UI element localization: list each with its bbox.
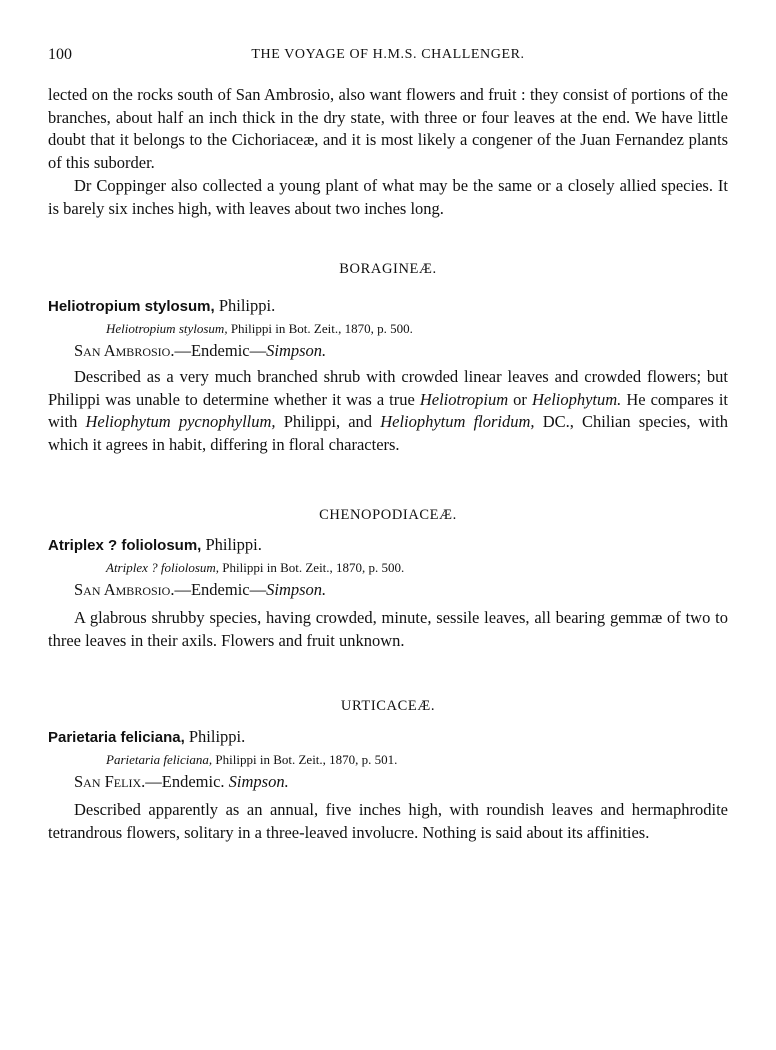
description-taxon: Heliophytum floridum, <box>380 412 535 432</box>
citation-name: Parietaria feliciana, <box>106 752 213 767</box>
species-description: Described apparently as an annual, five inches high, with roundish leaves and hermaphrodite tetrandrous flowers, solitary in a three-leaved involucre. Nothing is said about its affinities. <box>48 800 728 842</box>
locality-status: .—Endemic. <box>141 772 229 791</box>
citation-name: Heliotropium stylosum, <box>106 321 228 336</box>
page-number: 100 <box>48 46 72 63</box>
species-heading <box>48 295 728 318</box>
family-heading: CHENOPODIACEÆ. <box>319 507 457 523</box>
section-chenopodiaceae <box>48 507 728 524</box>
species-entry <box>48 534 728 652</box>
citation-name: Atriplex ? foliolosum, <box>106 560 220 575</box>
description-text: Philippi, and <box>275 412 381 432</box>
locality-place: San Felix <box>74 772 142 791</box>
species-author: Philippi. <box>214 296 276 315</box>
intro-paragraph-1: lected on the rocks south of San Ambrosio, also want flowers and fruit : they consist of portions of the branches, about half an inch thick in the dry state, with three or four leaves at the end. We have little doubt that it belongs to the Cichoriaceæ, and it is most likely a congener of the Juan Fernandez plants of this suborder. <box>48 85 728 173</box>
citation-source: Philippi in Bot. Zeit., 1870, p. 500. <box>219 560 405 575</box>
species-author: Philippi. <box>184 727 246 746</box>
section-boragineae <box>48 261 728 278</box>
locality-status: .—Endemic— <box>170 341 267 360</box>
citation-source: Philippi in Bot. Zeit., 1870, p. 500. <box>227 321 413 336</box>
species-description <box>48 366 728 457</box>
species-description: A glabrous shrubby species, having crowded, minute, sessile leaves, all bearing gemmæ of two to three leaves in their axils. Flowers and fruit unknown. <box>48 608 728 650</box>
description-taxon: Heliophytum. <box>531 389 622 409</box>
family-heading: URTICACEÆ. <box>340 698 436 714</box>
locality-collector: Simpson. <box>228 772 289 791</box>
intro-block <box>48 84 728 220</box>
locality-place: San Ambrosio <box>74 580 171 599</box>
locality-line <box>48 340 728 362</box>
species-entry <box>48 295 728 457</box>
description-taxon: Heliophytum pycnophyllum, <box>85 412 276 432</box>
intro-paragraph-2: Dr Coppinger also collected a young plant of what may be the same or a closely allied species. It is barely six inches high, with leaves about two inches long. <box>48 175 728 218</box>
description-text: He compares it with <box>48 389 728 432</box>
species-entry <box>48 726 728 844</box>
description-text: or <box>508 389 532 409</box>
locality-collector: Simpson. <box>266 341 327 360</box>
citation <box>48 318 728 340</box>
species-name: Parietaria feliciana, <box>48 729 185 746</box>
running-title: THE VOYAGE OF H.M.S. CHALLENGER. <box>251 47 525 62</box>
locality-status: .—Endemic— <box>170 580 267 599</box>
species-heading <box>48 534 728 557</box>
locality-place: San Ambrosio <box>74 341 171 360</box>
species-name: Atriplex ? foliolosum, <box>48 537 202 554</box>
citation-source: Philippi in Bot. Zeit., 1870, p. 501. <box>212 752 398 767</box>
running-head <box>48 46 728 66</box>
locality-line <box>48 579 728 601</box>
description-text: Described as a very much branched shrub with crowded linear leaves and crowded flowers; but Philippi was unable to determine whether it was a true <box>48 367 728 409</box>
citation <box>48 557 728 579</box>
locality-line <box>48 771 728 793</box>
description-text: DC., Chilian species, with which it agrees in habit, differing in floral characters. <box>48 412 728 455</box>
family-heading: BORAGINEÆ. <box>339 261 437 277</box>
locality-collector: Simpson. <box>266 580 327 599</box>
species-heading <box>48 726 728 749</box>
description-taxon: Heliotropium <box>419 389 509 409</box>
species-name: Heliotropium stylosum, <box>48 298 215 315</box>
species-author: Philippi. <box>201 535 262 554</box>
section-urticaceae <box>48 698 728 715</box>
citation <box>48 749 728 771</box>
